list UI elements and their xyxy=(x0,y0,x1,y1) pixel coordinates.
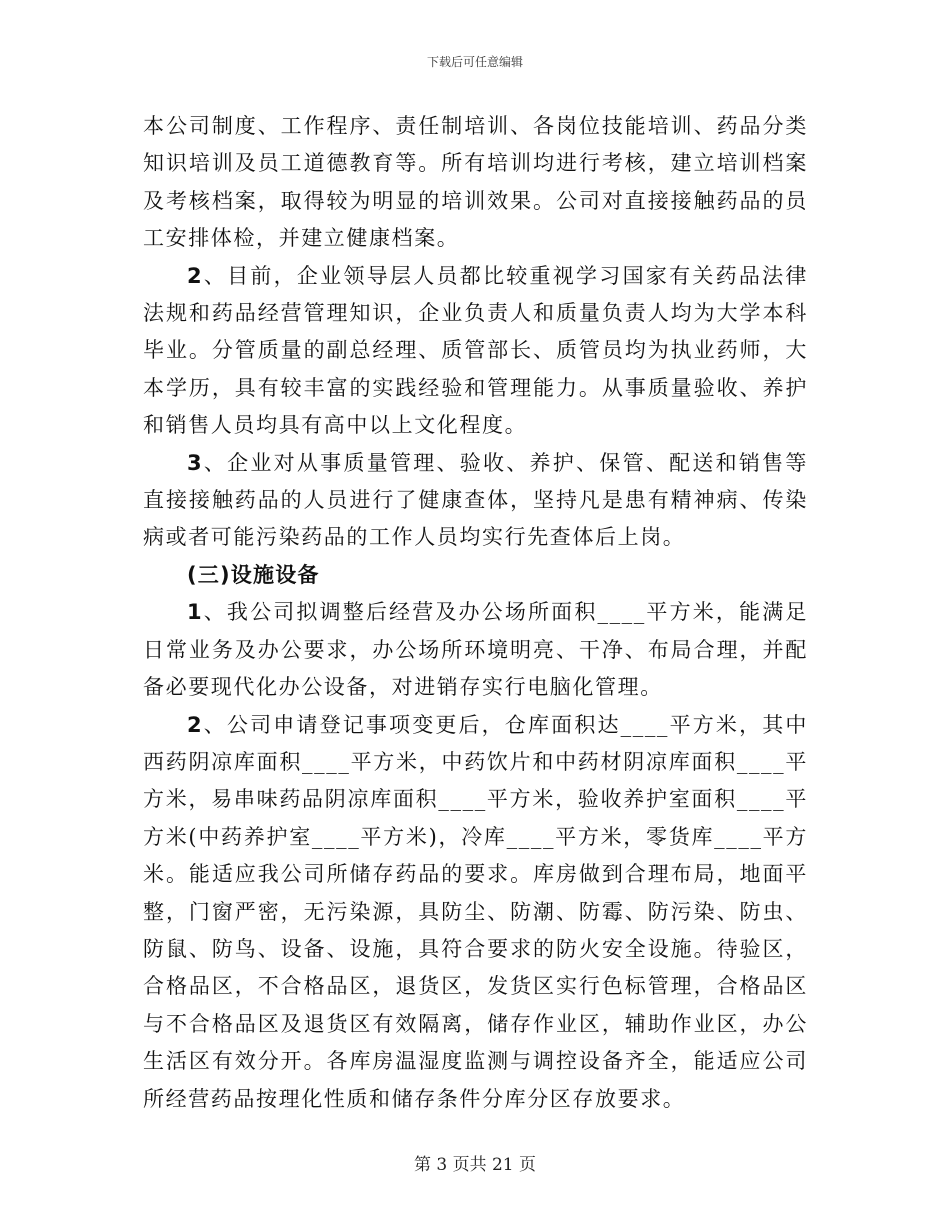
paragraph-management-qualification xyxy=(143,258,808,445)
paragraph-warehouse xyxy=(143,707,808,1118)
paragraph-number: 1 xyxy=(187,600,204,625)
page-header: 下载后可任意编辑 xyxy=(426,55,523,69)
paragraph-text: 、目前，企业领导层人员都比较重视学习国家有关药品法律法规和药品经营管理知识，企业负责人和质量负责人均为大学本科毕业。分管质量的副总经理、质管部长、质管员均为执业药师，大本学历，具有较丰富的实践经验和管理能力。从事质量验收、养护和销售人员均具有高中以上文化程度。 xyxy=(143,263,808,438)
paragraph-text: 本公司制度、工作程序、责任制培训、各岗位技能培训、药品分类知识培训及员工道德教育等。所有培训均进行考核，建立培训档案及考核档案，取得较为明显的培训效果。公司对直接接触药品的员工安排体检，并建立健康档案。 xyxy=(143,114,808,251)
paragraph-text: 、企业对从事质量管理、验收、养护、保管、配送和销售等直接接触药品的人员进行了健康查体，坚持凡是患有精神病、传染病或者可能污染药品的工作人员均实行先查体后上岗。 xyxy=(143,450,808,550)
paragraph-text: 、公司申请登记事项变更后，仓库面积达____平方米，其中西药阴凉库面积____平方米，中药饮片和中药材阴凉库面积____平方米，易串味药品阴凉库面积____平方米，验收养护室面积____平方米(中药养护室____平方米)，冷库____平方米，零货库____平方米。能适应我公司所储存药品的要求。库房做到合理布局，地面平整，门窗严密，无污染源，具防尘、防潮、防霉、防污染、防虫、防鼠、防鸟、设备、设施，具符合要求的防火安全设施。待验区，合格品区，不合格品区，退货区，发货区实行色标管理，合格品区与不合格品区及退货区有效隔离，储存作业区，辅助作业区，办公生活区有效分开。各库房温湿度监测与调控设备齐全，能适应公司所经营药品按理化性质和储存条件分库分区存放要求。 xyxy=(143,712,808,1111)
section-heading: (三)设施设备 xyxy=(187,562,320,587)
paragraph-training xyxy=(143,108,808,258)
page-number: 第 3 页共 21 页 xyxy=(413,1155,537,1175)
paragraph-office-space xyxy=(143,594,808,706)
paragraph-number: 3 xyxy=(187,450,204,475)
paragraph-health-check xyxy=(143,445,808,557)
document-body xyxy=(143,108,808,1118)
paragraph-text: 、我公司拟调整后经营及办公场所面积____平方米，能满足日常业务及办公要求，办公场所环境明亮、干净、布局合理，并配备必要现代化办公设备，对进销存实行电脑化管理。 xyxy=(143,600,808,700)
paragraph-number: 2 xyxy=(187,263,204,288)
paragraph-number: 2 xyxy=(187,712,204,737)
